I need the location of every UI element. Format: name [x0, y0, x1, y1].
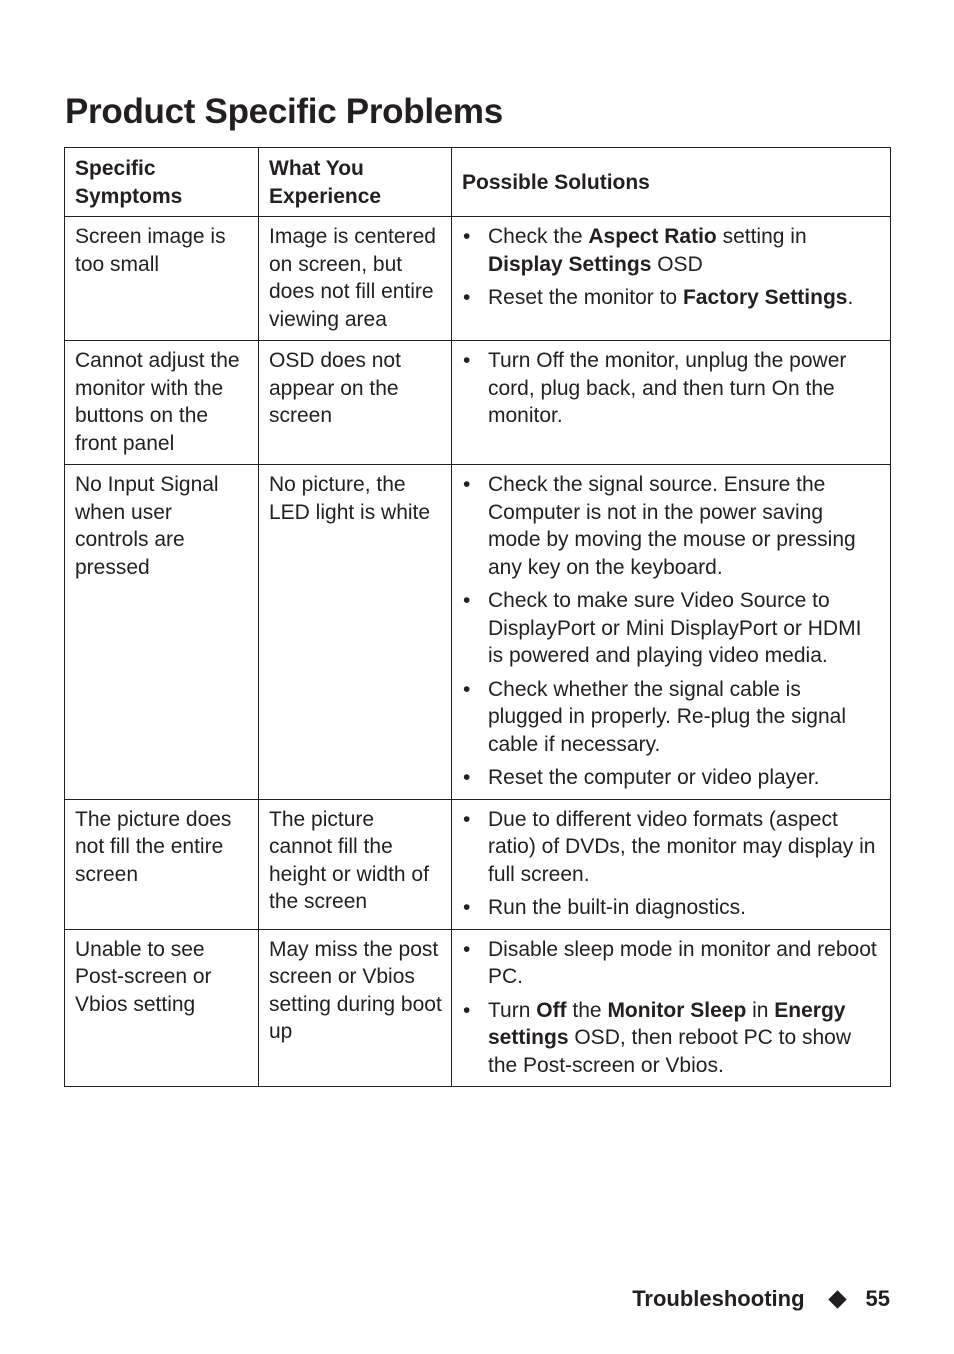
solution-text: Check to make sure Video Source to DisplayPort or Mini DisplayPort or HDMI is powered and playing video media.: [488, 589, 862, 667]
solution-text: Run the built-in diagnostics.: [488, 896, 746, 919]
bullet-icon: •: [463, 766, 471, 789]
header-what-you-experience: What You Experience: [259, 148, 452, 217]
solution-text: the: [566, 998, 608, 1022]
symptom-cell: No Input Signal when user controls are pressed: [65, 465, 259, 800]
solution-item: [462, 284, 881, 312]
bullet-icon: •: [463, 677, 471, 701]
symptom-cell: Cannot adjust the monitor with the buttons on the front panel: [65, 341, 259, 465]
solution-text: Check whether the signal cable is plugged in properly. Re-plug the signal cable if necessary.: [488, 677, 847, 756]
table-row: [65, 465, 891, 800]
solution-item: [462, 347, 881, 430]
solution-text: setting in: [716, 225, 807, 248]
solution-item: [462, 936, 881, 991]
table-body: [65, 217, 891, 1087]
bullet-icon: •: [463, 937, 471, 961]
solutions-list: [462, 806, 881, 922]
solution-emphasis: Off: [536, 998, 567, 1022]
solution-text: OSD: [651, 252, 703, 276]
bullet-icon: •: [463, 807, 471, 831]
symptom-cell: Screen image is too small: [65, 217, 259, 341]
page-number: 55: [865, 1286, 890, 1311]
table-row: [65, 217, 891, 341]
problems-table: [64, 147, 891, 1087]
solutions-list: [462, 936, 881, 1080]
symptom-cell: The picture does not fill the entire screen: [65, 799, 259, 929]
bullet-icon: •: [463, 998, 471, 1022]
solution-emphasis: Energy settings: [488, 998, 846, 1049]
page-footer: [632, 1286, 890, 1312]
footer-section-label: Troubleshooting: [632, 1286, 805, 1311]
header-possible-solutions: Possible Solutions: [452, 148, 891, 217]
solution-text: Disable sleep mode in monitor and reboot PC.: [488, 937, 877, 988]
experience-cell: The picture cannot fill the height or width of the screen: [259, 799, 452, 929]
bullet-icon: •: [463, 349, 471, 372]
solution-text: Due to different video formats (aspect ratio) of DVDs, the monitor may display in full screen.: [488, 807, 876, 886]
solution-item: [462, 223, 881, 278]
table-row: [65, 341, 891, 465]
table-header-row: [65, 148, 891, 217]
solutions-cell: [452, 799, 891, 929]
solution-text: in: [746, 998, 775, 1022]
solution-text: Reset the computer or video player.: [488, 766, 820, 789]
solution-emphasis: Display Settings: [488, 252, 652, 276]
solution-item: [462, 806, 881, 889]
solution-text: OSD, then reboot PC to show the Post-screen or Vbios.: [488, 1026, 851, 1077]
solutions-cell: [452, 929, 891, 1087]
page-title: Product Specific Problems: [65, 92, 503, 131]
solution-text: Check the signal source. Ensure the Computer is not in the power saving mode by moving the mouse or pressing any key on the keyboard.: [488, 473, 856, 579]
diamond-icon: [828, 1290, 846, 1308]
bullet-icon: •: [463, 589, 471, 612]
solutions-list: [462, 223, 881, 312]
solution-text: .: [847, 286, 854, 309]
solution-item: [462, 471, 881, 581]
solutions-cell: [452, 465, 891, 800]
solution-emphasis: Aspect Ratio: [588, 225, 717, 248]
bullet-icon: •: [463, 225, 471, 248]
symptom-cell: Unable to see Post-screen or Vbios setting: [65, 929, 259, 1087]
solution-item: [462, 764, 881, 792]
solution-item: [462, 676, 881, 759]
bullet-icon: •: [463, 896, 471, 919]
solution-text: Reset the monitor to: [488, 286, 683, 309]
solutions-list: [462, 471, 881, 792]
solutions-cell: [452, 217, 891, 341]
solution-emphasis: Factory Settings: [682, 286, 848, 309]
solution-text: Turn: [488, 998, 537, 1022]
solution-emphasis: Monitor Sleep: [607, 998, 747, 1022]
solutions-cell: [452, 341, 891, 465]
solution-item: [462, 997, 881, 1080]
solution-text: Turn Off the monitor, unplug the power cord, plug back, and then turn On the monitor.: [488, 349, 847, 427]
experience-cell: Image is centered on screen, but does not fill entire viewing area: [259, 217, 452, 341]
solutions-list: [462, 347, 881, 430]
bullet-icon: •: [463, 473, 471, 496]
solution-text: Check the: [488, 225, 589, 248]
solution-item: [462, 587, 881, 670]
header-specific-symptoms: Specific Symptoms: [65, 148, 259, 217]
table-row: [65, 929, 891, 1087]
bullet-icon: •: [463, 286, 471, 309]
table-row: [65, 799, 891, 929]
solution-item: [462, 894, 881, 922]
experience-cell: No picture, the LED light is white: [259, 465, 452, 800]
experience-cell: OSD does not appear on the screen: [259, 341, 452, 465]
experience-cell: May miss the post screen or Vbios setting during boot up: [259, 929, 452, 1087]
